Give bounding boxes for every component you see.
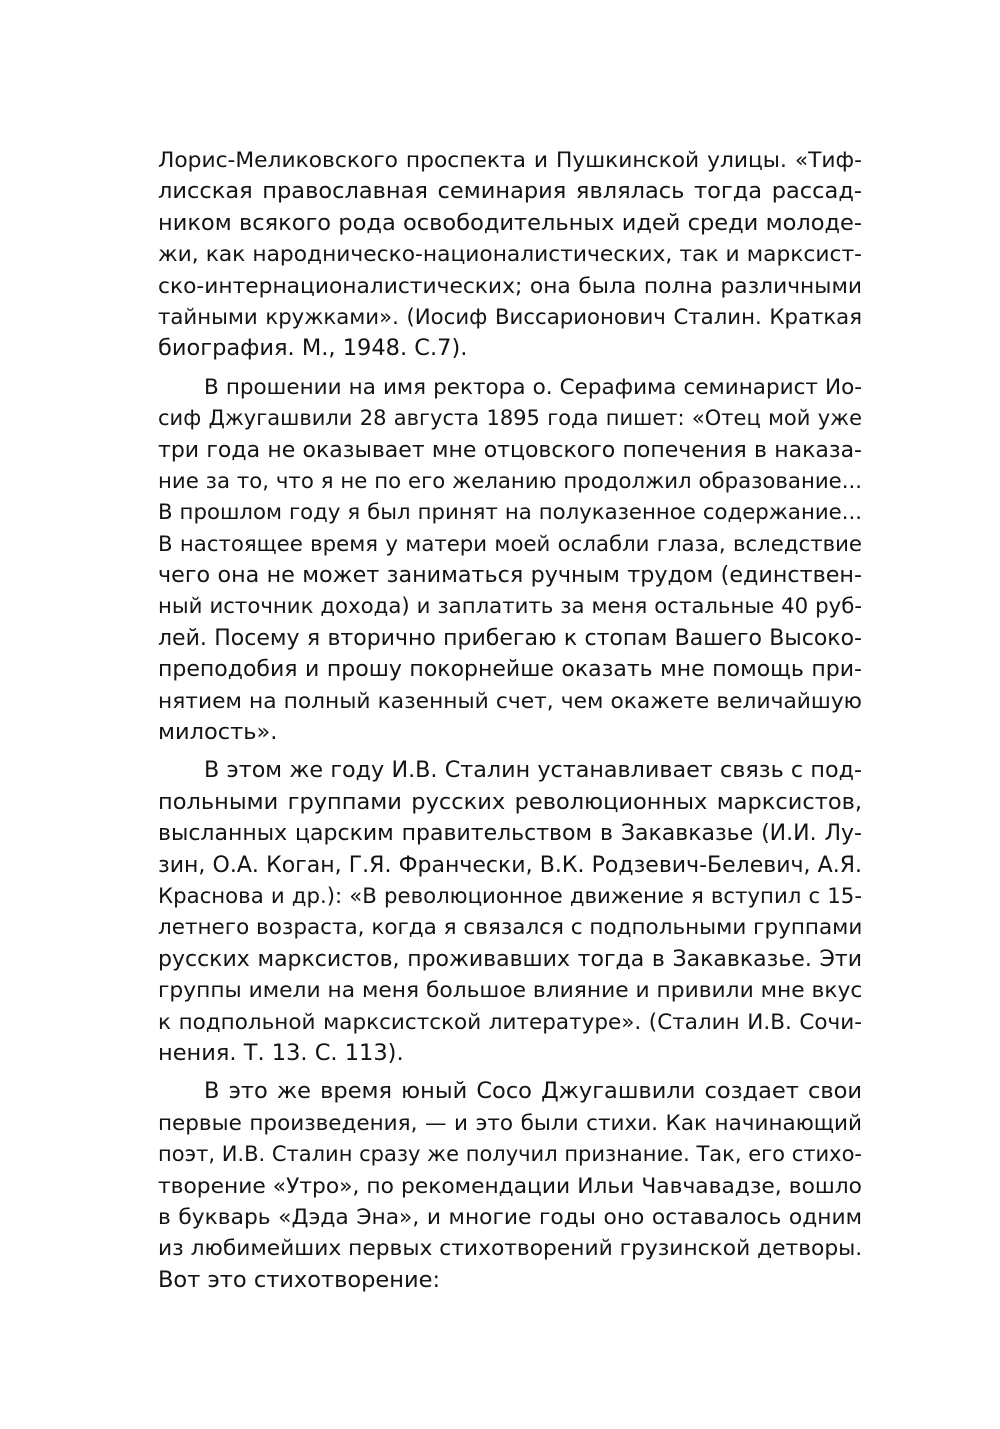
paragraph <box>158 755 862 1069</box>
text-line: ние за то, что я не по его желанию продолжил образование... <box>158 468 862 494</box>
text-line: преподобия и прошу покорнейше оказать мне помощь при- <box>158 657 862 683</box>
text-line: чего она не может заниматься ручным трудом (единствен- <box>158 562 862 589</box>
text-line: В настоящее время у матери моей ослабли глаза, вследствие <box>158 531 862 557</box>
text-line: В прошлом году я был принят на полуказенное содержание... <box>158 500 862 526</box>
text-line: сиф Джугашвили 28 августа 1895 года пишет: «Отец мой уже <box>158 406 862 431</box>
text-line: лисская православная семинария являлась тогда рассад- <box>158 178 862 205</box>
text-line: ником всякого рода освободительных идей среди молоде- <box>158 209 862 236</box>
text-line: в букварь «Дэда Эна», и многие годы оно оставалось одним <box>158 1204 862 1230</box>
paragraph <box>158 145 862 365</box>
text-line: ный источник дохода) и заплатить за меня остальные 40 руб- <box>158 594 862 620</box>
text-line: летнего возраста, когда я связался с подпольными группами <box>158 915 863 941</box>
paragraph <box>158 1076 862 1296</box>
text-line: нятием на полный казенный счет, чем окажете величайшую <box>158 688 862 714</box>
text-line: из любимейших первых стихотворений грузинской детворы. <box>158 1236 863 1262</box>
text-line: поэт, И.В. Сталин сразу же получил признание. Так, его стихо- <box>158 1142 862 1167</box>
text-line: группы имели на меня большое влияние и привили мне вкус <box>158 978 863 1004</box>
text-line: В это же время юный Сосо Джугашвили создает свои <box>204 1078 862 1105</box>
text-line: творение «Утро», по рекомендации Ильи Чавчавадзе, вошло <box>158 1173 862 1199</box>
text-line: Лорис-Меликовского проспекта и Пушкинской улицы. «Тиф- <box>158 148 862 173</box>
text-line: тайными кружками». (Иосиф Виссарионович Сталин. Краткая <box>158 304 862 330</box>
text-line: ско-интернационалистических; она была полна различными <box>158 273 862 299</box>
text-line: три года не оказывает мне отцовского попечения в наказа- <box>158 437 862 463</box>
text-line: В этом же году И.В. Сталин устанавливает связь с под- <box>204 757 862 784</box>
text-line: к подпольной марксистской литературе». (Сталин И.В. Сочи- <box>158 1009 862 1035</box>
text-line: В прошении на имя ректора о. Серафима семинарист Ио- <box>204 374 862 400</box>
text-line: зин, О.А. Коган, Г.Я. Франчески, В.К. Родзевич-Белевич, А.Я. <box>158 852 862 878</box>
text-line: русских марксистов, проживавших тогда в Закавказье. Эти <box>158 946 862 972</box>
text-line: Краснова и др.): «В революционное движение я вступил с 15- <box>158 883 862 909</box>
text-line: милость». <box>158 719 278 746</box>
text-line: Вот это стихотворение: <box>158 1266 441 1293</box>
body-text <box>158 145 862 1303</box>
text-line: биография. М., 1948. С.7). <box>158 335 468 362</box>
text-line: жи, как народническо-националистических, так и марксист- <box>158 242 862 268</box>
text-line: нения. Т. 13. С. 113). <box>158 1039 404 1066</box>
paragraph <box>158 372 862 749</box>
text-line: польными группами русских революционных марксистов, <box>158 788 862 815</box>
text-line: высланных царским правительством в Закавказье (И.И. Лу- <box>158 821 862 847</box>
text-line: лей. Посему я вторично прибегаю к стопам Вашего Высоко- <box>158 625 862 651</box>
text-line: первые произведения, — и это были стихи. Как начинающий <box>158 1110 862 1136</box>
